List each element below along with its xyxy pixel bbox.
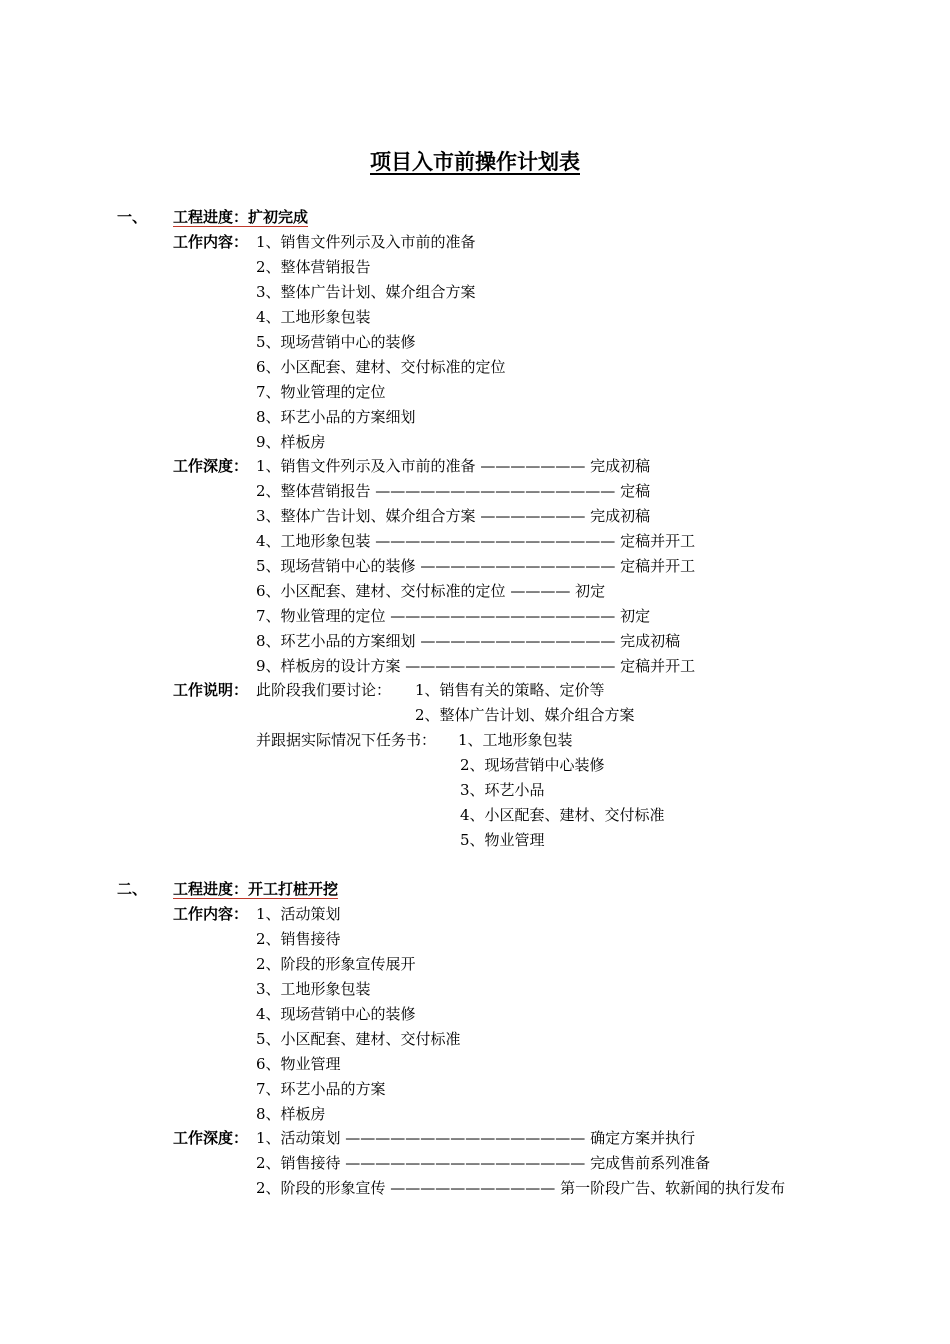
depth-item: 2、销售接待 ———————————————— 完成售前系列准备: [256, 1154, 711, 1172]
depth-item: 7、物业管理的定位 ——————————————— 初定: [256, 607, 651, 625]
list-item: 2、整体营销报告: [256, 258, 371, 276]
depth-item: 1、活动策划 ———————————————— 确定方案并执行: [256, 1129, 696, 1147]
depth-item: 3、整体广告计划、媒介组合方案 ——————— 完成初稿: [256, 507, 651, 525]
section-2-heading: 工程进度：开工打桩开挖: [173, 880, 339, 898]
section-1-number: 一、: [117, 208, 148, 226]
list-item: 4、现场营销中心的装修: [256, 1005, 416, 1023]
task-item: 5、物业管理: [460, 831, 545, 849]
list-item: 8、环艺小品的方案细划: [256, 408, 416, 426]
section-1-depth-label: 工作深度：: [173, 457, 249, 475]
depth-item: 6、小区配套、建材、交付标准的定位 ———— 初定: [256, 582, 606, 600]
depth-item: 8、环艺小品的方案细划 ————————————— 完成初稿: [256, 632, 681, 650]
note-intro: 此阶段我们要讨论：: [256, 681, 392, 699]
note-item: 2、整体广告计划、媒介组合方案: [415, 706, 635, 724]
section-1-note-label: 工作说明：: [173, 681, 249, 699]
task-item: 3、环艺小品: [460, 781, 545, 799]
task-item: 1、工地形象包装: [458, 731, 573, 749]
list-item: 5、小区配套、建材、交付标准: [256, 1030, 461, 1048]
depth-item: 2、整体营销报告 ———————————————— 定稿: [256, 482, 651, 500]
note-item: 1、销售有关的策略、定价等: [415, 681, 605, 699]
list-item: 3、工地形象包装: [256, 980, 371, 998]
section-2-content-label: 工作内容：: [173, 905, 249, 923]
section-2-depth-label: 工作深度：: [173, 1129, 249, 1147]
depth-item: 2、阶段的形象宣传 ——————————— 第一阶段广告、软新闻的执行发布: [256, 1179, 786, 1197]
list-item: 3、整体广告计划、媒介组合方案: [256, 283, 476, 301]
section-1-heading: 工程进度：扩初完成: [173, 208, 309, 226]
section-2-number: 二、: [117, 880, 148, 898]
depth-item: 9、样板房的设计方案 —————————————— 定稿并开工: [256, 657, 696, 675]
list-item: 8、样板房: [256, 1105, 326, 1123]
list-item: 9、样板房: [256, 433, 326, 451]
list-item: 7、环艺小品的方案: [256, 1080, 386, 1098]
list-item: 4、工地形象包装: [256, 308, 371, 326]
task-intro: 并跟据实际情况下任务书：: [256, 731, 437, 749]
section-1-content-label: 工作内容：: [173, 233, 249, 251]
depth-item: 1、销售文件列示及入市前的准备 ——————— 完成初稿: [256, 457, 651, 475]
page-title: 项目入市前操作计划表: [370, 150, 580, 174]
list-item: 2、销售接待: [256, 930, 341, 948]
task-item: 2、现场营销中心装修: [460, 756, 605, 774]
depth-item: 5、现场营销中心的装修 ————————————— 定稿并开工: [256, 557, 696, 575]
list-item: 1、活动策划: [256, 905, 341, 923]
list-item: 6、小区配套、建材、交付标准的定位: [256, 358, 506, 376]
task-item: 4、小区配套、建材、交付标准: [460, 806, 665, 824]
list-item: 7、物业管理的定位: [256, 383, 386, 401]
list-item: 6、物业管理: [256, 1055, 341, 1073]
depth-item: 4、工地形象包装 ———————————————— 定稿并开工: [256, 532, 696, 550]
list-item: 1、销售文件列示及入市前的准备: [256, 233, 476, 251]
list-item: 2、阶段的形象宣传展开: [256, 955, 416, 973]
list-item: 5、现场营销中心的装修: [256, 333, 416, 351]
